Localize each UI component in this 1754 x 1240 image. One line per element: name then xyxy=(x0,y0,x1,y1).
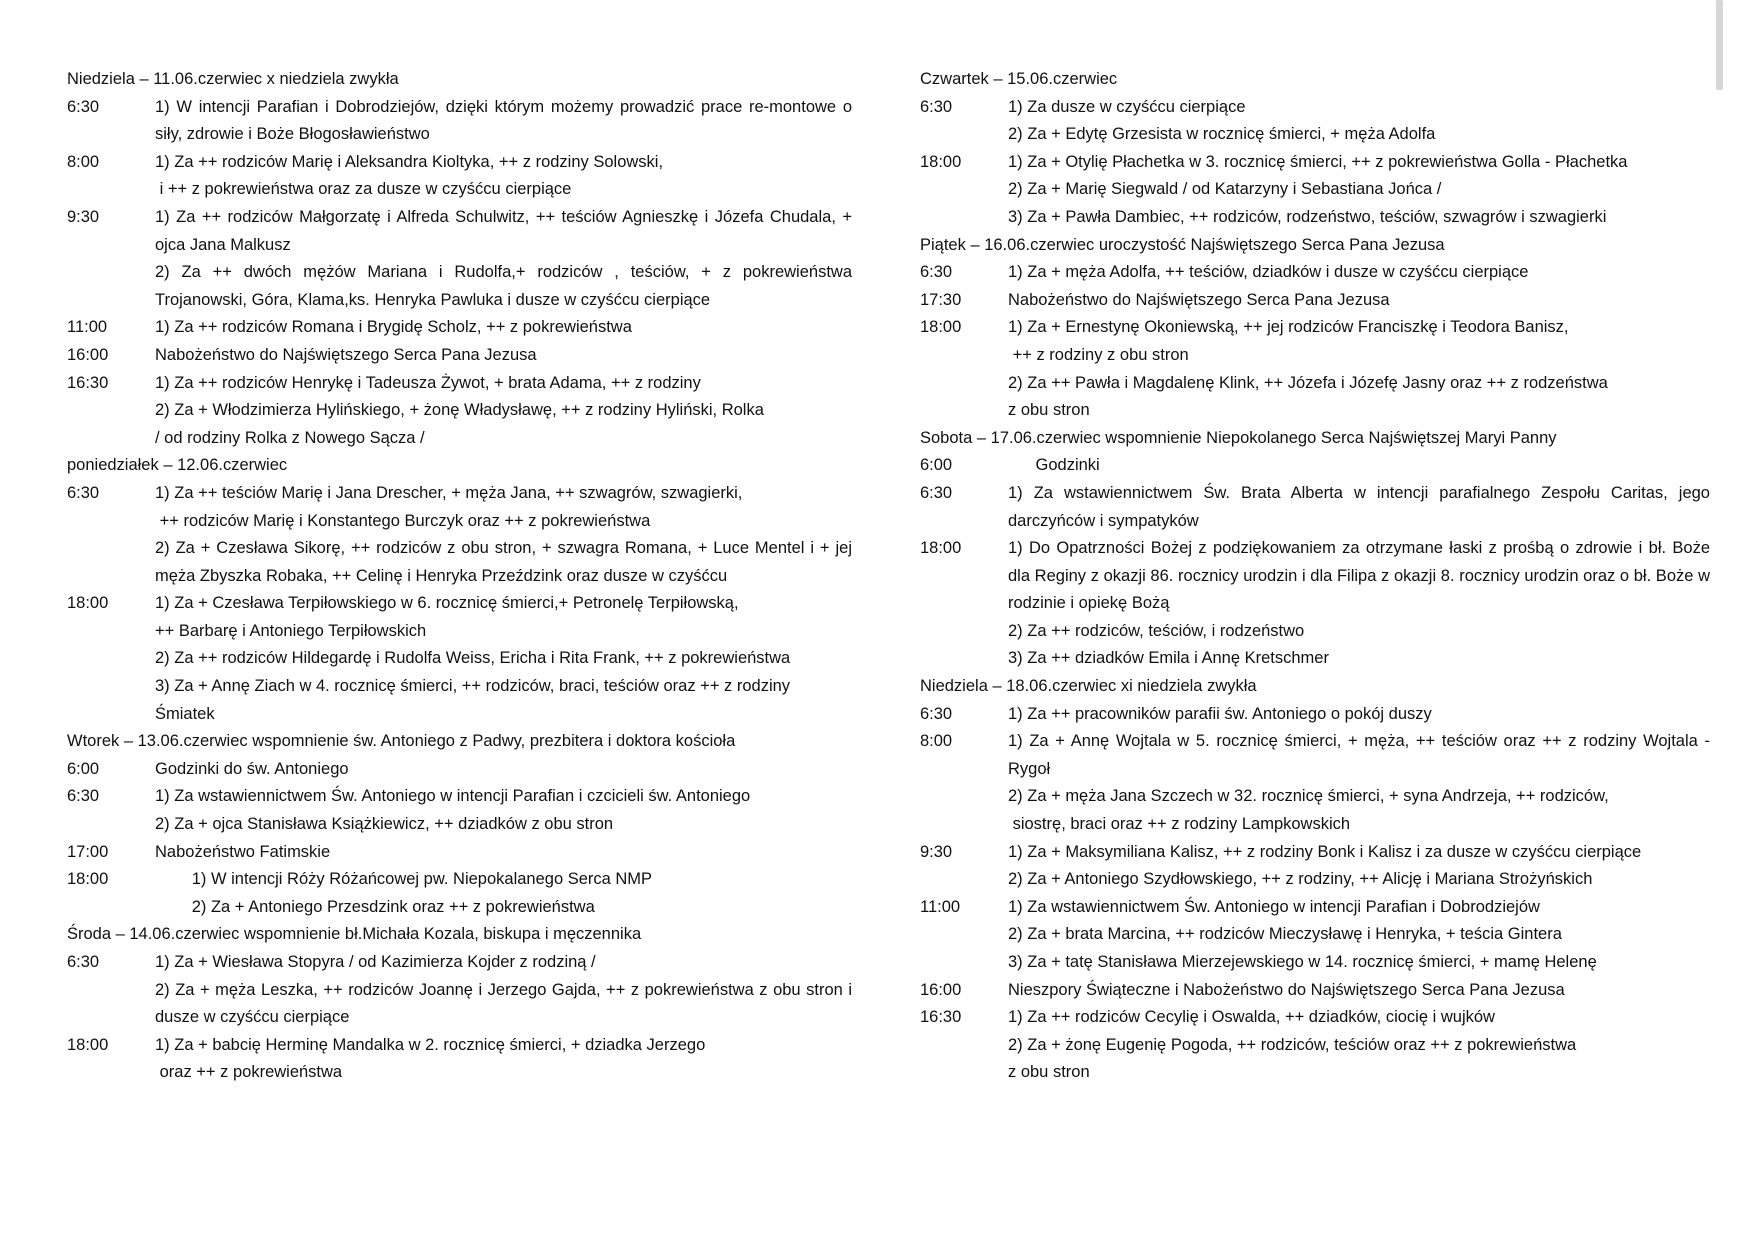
intention-text: Nieszpory Świąteczne i Nabożeństwo do Najświętszego Serca Pana Jezusa xyxy=(1008,980,1565,999)
day-heading: poniedziałek – 12.06.czerwiec xyxy=(67,456,288,475)
intention-text: z obu stron xyxy=(1008,1063,1090,1082)
mass-intention-row xyxy=(67,645,852,673)
mass-intention-row xyxy=(67,259,852,314)
mass-time: 6:30 xyxy=(920,483,953,502)
intention-text: 1) Za wstawiennictwem Św. Antoniego w intencji Parafian i czcicieli św. Antoniego xyxy=(155,787,751,806)
intention-text: 3) Za ++ dziadków Emila i Annę Kretschmer xyxy=(1008,649,1329,668)
mass-time: 9:30 xyxy=(67,207,100,226)
mass-intention-row xyxy=(67,508,852,536)
mass-intention-row xyxy=(920,452,1710,480)
mass-intention-row xyxy=(920,701,1710,729)
mass-intention-row xyxy=(67,314,852,342)
day-heading: Niedziela – 18.06.czerwiec xi niedziela zwykła xyxy=(920,677,1257,696)
mass-intention-row xyxy=(67,756,852,784)
mass-time: 18:00 xyxy=(920,152,962,171)
mass-intention-row xyxy=(920,287,1710,315)
mass-intention-row xyxy=(920,839,1710,867)
intention-text: 1) Za + Maksymiliana Kalisz, ++ z rodziny Bonk i Kalisz i za dusze w czyśćcu cierpiące xyxy=(1008,842,1642,861)
mass-time: 6:00 xyxy=(920,456,953,475)
mass-time: 6:30 xyxy=(67,483,100,502)
intention-text: 1) Za ++ rodziców Marię i Aleksandra Kioltyka, ++ z rodziny Solowski, xyxy=(155,152,664,171)
intention-text: 3) Za + tatę Stanisława Mierzejewskiego w 14. rocznicę śmierci, + mamę Helenę xyxy=(1008,953,1597,971)
mass-intention-row xyxy=(67,397,852,425)
mass-time: 6:30 xyxy=(920,704,953,723)
mass-intention-row xyxy=(67,866,852,894)
mass-intention-row xyxy=(920,645,1710,673)
intention-text: 2) Za + męża Leszka, ++ rodziców Joannę i Jerzego Gajda, ++ z pokrewieństwa z obu stron i dusze w czyśćcu cierpiące xyxy=(155,980,852,1027)
intention-text: 1) Do Opatrzności Bożej z podziękowaniem za otrzymane łaski z prośbą o zdrowie i bł. Boże dla Reginy z okazji 86. rocznicy urodzin i dla Filipa z okazji 8. rocznicy urodzin oraz o bł. Boże w rodzinie i opiekę Bożą xyxy=(1008,539,1710,613)
day-heading: Wtorek – 13.06.czerwiec wspomnienie św. Antoniego z Padwy, prezbitera i doktora kościoła xyxy=(67,732,736,751)
mass-intention-row xyxy=(67,839,852,867)
mass-intention-row xyxy=(920,811,1710,839)
day-heading: Niedziela – 11.06.czerwiec x niedziela zwykła xyxy=(67,70,399,88)
intention-text: Godzinki do św. Antoniego xyxy=(155,759,349,778)
intention-text: 2) Za + męża Jana Szczech w 32. rocznicę śmierci, + syna Andrzeja, ++ rodziców, xyxy=(1008,787,1609,806)
intention-text: 2) Za + brata Marcina, ++ rodziców Mieczysławę i Henryka, + teścia Gintera xyxy=(1008,925,1562,944)
mass-intention-row xyxy=(920,949,1710,977)
intention-text: Godzinki xyxy=(1008,456,1100,475)
intention-text: 1) Za ++ rodziców Małgorzatę i Alfreda Schulwitz, ++ teściów Agnieszkę i Józefa Chudala, + ojca Jana Malkusz xyxy=(155,207,852,254)
intention-text: 2) Za ++ dwóch mężów Mariana i Rudolfa,+ rodziców , teściów, + z pokrewieństwa Trojanowski, Góra, Klama,ks. Henryka Pawluka i dusze w czyśćcu cierpiące xyxy=(155,263,852,309)
mass-intention-row xyxy=(920,866,1710,894)
intention-text: 1) Za + Ernestynę Okoniewską, ++ jej rodziców Franciszkę i Teodora Banisz, xyxy=(1008,318,1569,337)
vertical-scrollbar[interactable] xyxy=(1716,0,1723,90)
mass-time: 16:30 xyxy=(920,1008,962,1027)
mass-intention-row xyxy=(920,977,1710,1005)
mass-intention-row xyxy=(67,618,852,646)
mass-time: 16:00 xyxy=(920,980,962,999)
mass-time: 11:00 xyxy=(920,897,961,916)
mass-intention-row xyxy=(920,94,1710,122)
mass-intention-row xyxy=(67,673,852,728)
intention-text: 2) Za + Marię Siegwald / od Katarzyny i Sebastiana Jońca / xyxy=(1008,180,1442,199)
mass-intention-row xyxy=(920,1004,1710,1032)
intention-text: 1) Za wstawiennictwem Św. Antoniego w intencji Parafian i Dobrodziejów xyxy=(1008,897,1540,916)
intention-text: oraz ++ z pokrewieństwa xyxy=(155,1063,343,1082)
mass-intention-row xyxy=(67,949,852,977)
intention-text: 3) Za + Annę Ziach w 4. rocznicę śmierci, ++ rodziców, braci, teściów oraz ++ z rodziny Śmiatek xyxy=(155,677,791,723)
intention-text: 1) Za + babcię Herminę Mandalka w 2. rocznicę śmierci, + dziadka Jerzego xyxy=(155,1035,706,1054)
mass-intention-row xyxy=(920,480,1710,535)
mass-time: 6:30 xyxy=(67,953,100,971)
mass-time: 18:00 xyxy=(920,539,962,558)
intention-text: Nabożeństwo do Najświętszego Serca Pana Jezusa xyxy=(155,345,537,364)
intention-text: z obu stron xyxy=(1008,401,1090,420)
mass-time: 6:00 xyxy=(67,759,100,778)
intention-text: 1) Za wstawiennictwem Św. Brata Alberta w intencji parafialnego Zespołu Caritas, jego darczyńców i sympatyków xyxy=(1008,483,1710,530)
intention-text: 1) Za + Annę Wojtala w 5. rocznicę śmierci, + męża, ++ teściów oraz ++ z rodziny Wojtala - Rygoł xyxy=(1008,732,1710,778)
mass-intention-row xyxy=(67,977,852,1032)
mass-time: 18:00 xyxy=(67,870,109,889)
mass-intention-row xyxy=(67,176,852,204)
mass-intention-row xyxy=(920,1032,1710,1060)
intention-text: 2) Za + Włodzimierza Hylińskiego, + żonę Władysławę, ++ z rodziny Hyliński, Rolka xyxy=(155,401,764,420)
intention-text: 1) W intencji Parafian i Dobrodziejów, dzięki którym możemy prowadzić prace re-montowe o siły, zdrowie i Boże Błogosławieństwo xyxy=(155,97,852,144)
intention-text: 1) Za + Otylię Płachetka w 3. rocznicę śmierci, ++ z pokrewieństwa Golla - Płachetka xyxy=(1008,152,1628,171)
mass-time: 8:00 xyxy=(920,732,953,751)
intention-text: 1) Za + Wiesława Stopyra / od Kazimierza Kojder z rodziną / xyxy=(155,953,596,971)
mass-intention-row xyxy=(920,370,1710,398)
mass-time: 11:00 xyxy=(67,318,108,337)
intention-text: / od rodziny Rolka z Nowego Sącza / xyxy=(155,428,425,447)
right-column xyxy=(920,66,1710,1087)
mass-intention-row xyxy=(920,894,1710,922)
intention-text: 2) Za ++ rodziców Hildegardę i Rudolfa Weiss, Ericha i Rita Frank, ++ z pokrewieństwa xyxy=(155,649,791,668)
mass-intention-row xyxy=(67,94,852,149)
day-heading: Środa – 14.06.czerwiec wspomnienie bł.Michała Kozala, biskupa i męczennika xyxy=(67,925,642,944)
intention-text: Nabożeństwo Fatimskie xyxy=(155,842,331,861)
mass-time: 16:00 xyxy=(67,345,109,364)
mass-time: 6:30 xyxy=(920,97,953,116)
intention-text: 2) Za + żonę Eugenię Pogoda, ++ rodziców, teściów oraz ++ z pokrewieństwa xyxy=(1008,1035,1577,1054)
intention-text: 3) Za + Pawła Dambiec, ++ rodziców, rodzeństwo, teściów, szwagrów i szwagierki xyxy=(1008,207,1607,226)
intention-text: i ++ z pokrewieństwa oraz za dusze w czyśćcu cierpiące xyxy=(155,180,572,199)
intention-text: 2) Za + Czesława Sikorę, ++ rodziców z obu stron, + szwagra Romana, + Luce Mentel i + jej męża Zbyszka Robaka, ++ Celinę i Henryka Przeździnk oraz dusze w czyśćcu xyxy=(155,539,852,585)
mass-time: 6:30 xyxy=(920,263,953,282)
mass-time: 18:00 xyxy=(920,318,962,337)
mass-intention-row xyxy=(920,535,1710,618)
mass-intention-row xyxy=(67,425,852,453)
mass-intention-row xyxy=(920,149,1710,177)
intention-text: 2) Za + ojca Stanisława Książkiewicz, ++ dziadków z obu stron xyxy=(155,815,614,834)
mass-time: 6:30 xyxy=(67,787,100,806)
intention-text: 1) W intencji Róży Różańcowej pw. Niepokalanego Serca NMP xyxy=(155,870,653,889)
intention-text: 2) Za ++ rodziców, teściów, i rodzeństwo xyxy=(1008,621,1305,640)
intention-text: ++ Barbarę i Antoniego Terpiłowskich xyxy=(155,621,427,640)
intention-text: ++ z rodziny z obu stron xyxy=(1008,345,1189,364)
intention-text: 2) Za + Antoniego Przesdzink oraz ++ z pokrewieństwa xyxy=(155,897,595,916)
intention-text: 2) Za + Edytę Grzesista w rocznicę śmierci, + męża Adolfa xyxy=(1008,125,1436,144)
mass-intention-row xyxy=(920,176,1710,204)
intention-text: 1) Za ++ teściów Marię i Jana Drescher, + męża Jana, ++ szwagrów, szwagierki, xyxy=(155,483,743,502)
intention-text: 1) Za ++ rodziców Cecylię i Oswalda, ++ dziadków, ciocię i wujków xyxy=(1008,1008,1495,1027)
mass-time: 18:00 xyxy=(67,594,109,613)
mass-intention-row xyxy=(920,342,1710,370)
mass-intention-row xyxy=(67,894,852,922)
day-heading: Sobota – 17.06.czerwiec wspomnienie Niepokolanego Serca Najświętszej Maryi Panny xyxy=(920,428,1557,447)
intention-text: 2) Za ++ Pawła i Magdalenę Klink, ++ Józefa i Józefę Jasny oraz ++ z rodzeństwa xyxy=(1008,373,1608,392)
mass-intention-row xyxy=(920,314,1710,342)
mass-intention-row xyxy=(67,1059,852,1087)
intention-text: 1) Za ++ rodziców Henrykę i Tadeusza Żywot, + brata Adama, ++ z rodziny xyxy=(155,373,701,392)
mass-intention-row xyxy=(920,783,1710,811)
mass-intention-row xyxy=(67,342,852,370)
mass-time: 17:00 xyxy=(67,842,109,861)
mass-intention-row xyxy=(67,204,852,259)
intention-text: 1) Za ++ pracowników parafii św. Antoniego o pokój duszy xyxy=(1008,704,1432,723)
intention-text: Nabożeństwo do Najświętszego Serca Pana Jezusa xyxy=(1008,290,1390,309)
intention-text: 1) Za dusze w czyśćcu cierpiące xyxy=(1008,97,1246,116)
mass-intention-row xyxy=(920,397,1710,425)
intention-text: 1) Za ++ rodziców Romana i Brygidę Scholz, ++ z pokrewieństwa xyxy=(155,318,632,337)
intention-text: 1) Za + Czesława Terpiłowskiego w 6. rocznicę śmierci,+ Petronelę Terpiłowską, xyxy=(155,594,739,613)
mass-intention-row xyxy=(67,590,852,618)
mass-intention-row xyxy=(67,370,852,398)
intention-text: 2) Za + Antoniego Szydłowskiego, ++ z rodziny, ++ Alicję i Mariana Strożyńskich xyxy=(1008,870,1593,889)
mass-intention-row xyxy=(67,480,852,508)
intention-text: ++ rodziców Marię i Konstantego Burczyk oraz ++ z pokrewieństwa xyxy=(155,511,651,530)
intention-text: 1) Za + męża Adolfa, ++ teściów, dziadków i dusze w czyśćcu cierpiące xyxy=(1008,263,1529,282)
mass-intention-row xyxy=(67,783,852,811)
mass-time: 16:30 xyxy=(67,373,109,392)
mass-time: 9:30 xyxy=(920,842,953,861)
day-heading: Piątek – 16.06.czerwiec uroczystość Najświętszego Serca Pana Jezusa xyxy=(920,235,1445,254)
left-column xyxy=(67,66,852,1087)
mass-intention-row xyxy=(67,1032,852,1060)
mass-intention-row xyxy=(67,149,852,177)
mass-time: 8:00 xyxy=(67,152,100,171)
mass-intention-row xyxy=(67,811,852,839)
day-heading: Czwartek – 15.06.czerwiec xyxy=(920,70,1118,88)
mass-intention-row xyxy=(920,728,1710,783)
mass-time: 6:30 xyxy=(67,97,100,116)
mass-intention-row xyxy=(920,259,1710,287)
mass-intention-row xyxy=(920,204,1710,232)
mass-intention-row xyxy=(920,1059,1710,1087)
mass-intention-row xyxy=(920,121,1710,149)
mass-intention-row xyxy=(920,618,1710,646)
mass-time: 18:00 xyxy=(67,1035,109,1054)
intention-text: siostrę, braci oraz ++ z rodziny Lampkowskich xyxy=(1008,815,1351,834)
mass-intention-row xyxy=(67,535,852,590)
mass-time: 17:30 xyxy=(920,290,962,309)
mass-intention-row xyxy=(920,921,1710,949)
